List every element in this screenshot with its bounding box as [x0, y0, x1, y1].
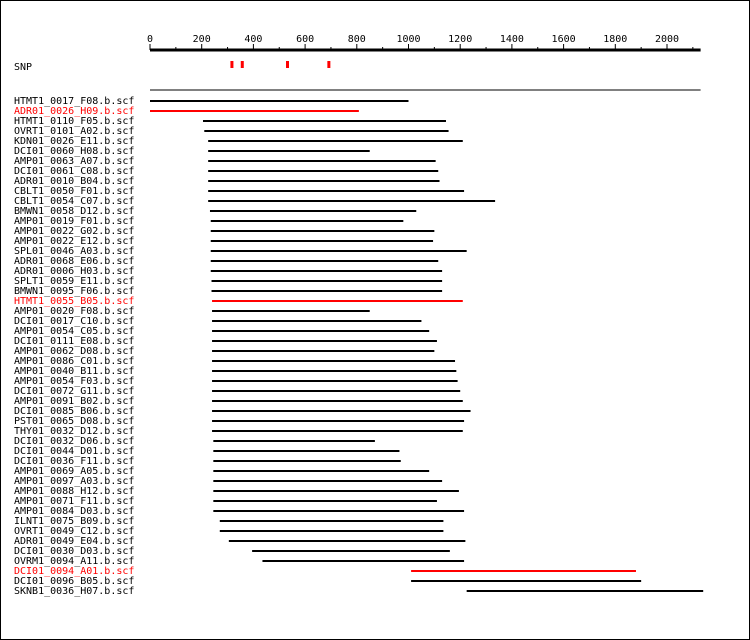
read-label: AMP01_0086_C01.b.scf: [14, 356, 135, 367]
axis-tick-label: 1200: [448, 34, 473, 45]
read-label: DCI01_0085_B06.b.scf: [14, 406, 135, 417]
read-label: ADR01_0068_E06.b.scf: [14, 256, 135, 267]
read-label: AMP01_0019_F01.b.scf: [14, 216, 135, 227]
read-label: KDN01_0026_E11.b.scf: [14, 136, 135, 147]
read-label: DCI01_0096_B05.b.scf: [14, 576, 135, 587]
read-label: DCI01_0072_G11.b.scf: [14, 386, 135, 397]
read-label: PST01_0065_D08.b.scf: [14, 416, 135, 427]
read-label: AMP01_0071_F11.b.scf: [14, 496, 135, 507]
snp-marker: [241, 61, 244, 68]
read-label: THY01_0032_D12.b.scf: [14, 426, 135, 437]
read-label: DCI01_0111_E08.b.scf: [14, 336, 135, 347]
read-label: DCI01_0094_A01.b.scf: [14, 566, 135, 577]
read-label: AMP01_0084_D03.b.scf: [14, 506, 135, 517]
read-label: AMP01_0091_B02.b.scf: [14, 396, 135, 407]
read-label: OVRT1_0049_C12.b.scf: [14, 526, 135, 537]
read-label: HTMT1_0055_B05.b.scf: [14, 296, 135, 307]
read-label: AMP01_0062_D08.b.scf: [14, 346, 135, 357]
read-label: DCI01_0036_F11.b.scf: [14, 456, 135, 467]
read-label: ADR01_0026_H09.b.scf: [14, 106, 135, 117]
snp-label: SNP: [14, 62, 33, 73]
read-label: OVRM1_0094_A11.b.scf: [14, 556, 135, 567]
read-label: HTMT1_0110_F05.b.scf: [14, 116, 135, 127]
read-label: BMWN1_0095_F06.b.scf: [14, 286, 135, 297]
axis-tick-label: 800: [347, 34, 366, 45]
read-label: ADR01_0010_B04.b.scf: [14, 176, 135, 187]
axis-tick-label: 200: [192, 34, 211, 45]
read-label: AMP01_0022_E12.b.scf: [14, 236, 135, 247]
axis-tick-label: 400: [244, 34, 263, 45]
read-label: DCI01_0061_C08.b.scf: [14, 166, 135, 177]
read-label: DCI01_0060_H08.b.scf: [14, 146, 135, 157]
read-label: AMP01_0054_C05.b.scf: [14, 326, 135, 337]
snp-markers: [230, 61, 330, 68]
read-label: DCI01_0032_D06.b.scf: [14, 436, 135, 447]
snp-marker: [286, 61, 289, 68]
read-label: AMP01_0040_B11.b.scf: [14, 366, 135, 377]
read-label: OVRT1_0101_A02.b.scf: [14, 126, 135, 137]
snp-marker: [230, 61, 233, 68]
read-label: CBLT1_0050_F01.b.scf: [14, 186, 135, 197]
read-label: ADR01_0006_H03.b.scf: [14, 266, 135, 277]
read-label: ADR01_0049_E04.b.scf: [14, 536, 135, 547]
read-label: AMP01_0054_F03.b.scf: [14, 376, 135, 387]
axis-tick-label: 1800: [603, 34, 628, 45]
read-label: SPL01_0046_A03.b.scf: [14, 246, 135, 257]
axis-tick-label: 0: [146, 34, 154, 45]
axis-tick-label: 1600: [551, 34, 576, 45]
read-alignments: [14, 96, 703, 597]
position-axis: [147, 34, 701, 50]
read-label: AMP01_0020_F08.b.scf: [14, 306, 135, 317]
read-label: DCI01_0044_D01.b.scf: [14, 446, 135, 457]
read-label: DCI01_0030_D03.b.scf: [14, 546, 135, 557]
read-label: CBLT1_0054_C07.b.scf: [14, 196, 135, 207]
read-label: AMP01_0069_A05.b.scf: [14, 466, 135, 477]
axis-tick-label: 2000: [654, 34, 680, 45]
read-label: HTMT1_0017_F08.b.scf: [14, 96, 135, 107]
axis-tick-label: 1000: [396, 34, 421, 45]
read-label: SPLT1_0059_E11.b.scf: [14, 276, 135, 287]
read-label: AMP01_0063_A07.b.scf: [14, 156, 135, 167]
read-label: BMWN1_0058_D12.b.scf: [14, 206, 135, 217]
snp-marker: [327, 61, 330, 68]
read-label: AMP01_0022_G02.b.scf: [14, 226, 135, 237]
read-label: AMP01_0097_A03.b.scf: [14, 476, 135, 487]
read-label: AMP01_0088_H12.b.scf: [14, 486, 135, 497]
read-label: SKNB1_0036_H07.b.scf: [14, 586, 135, 597]
axis-tick-label: 600: [296, 34, 315, 45]
read-label: DCI01_0017_C10.b.scf: [14, 316, 135, 327]
axis-tick-label: 1400: [499, 34, 524, 45]
read-label: ILNT1_0075_B09.b.scf: [14, 516, 135, 527]
